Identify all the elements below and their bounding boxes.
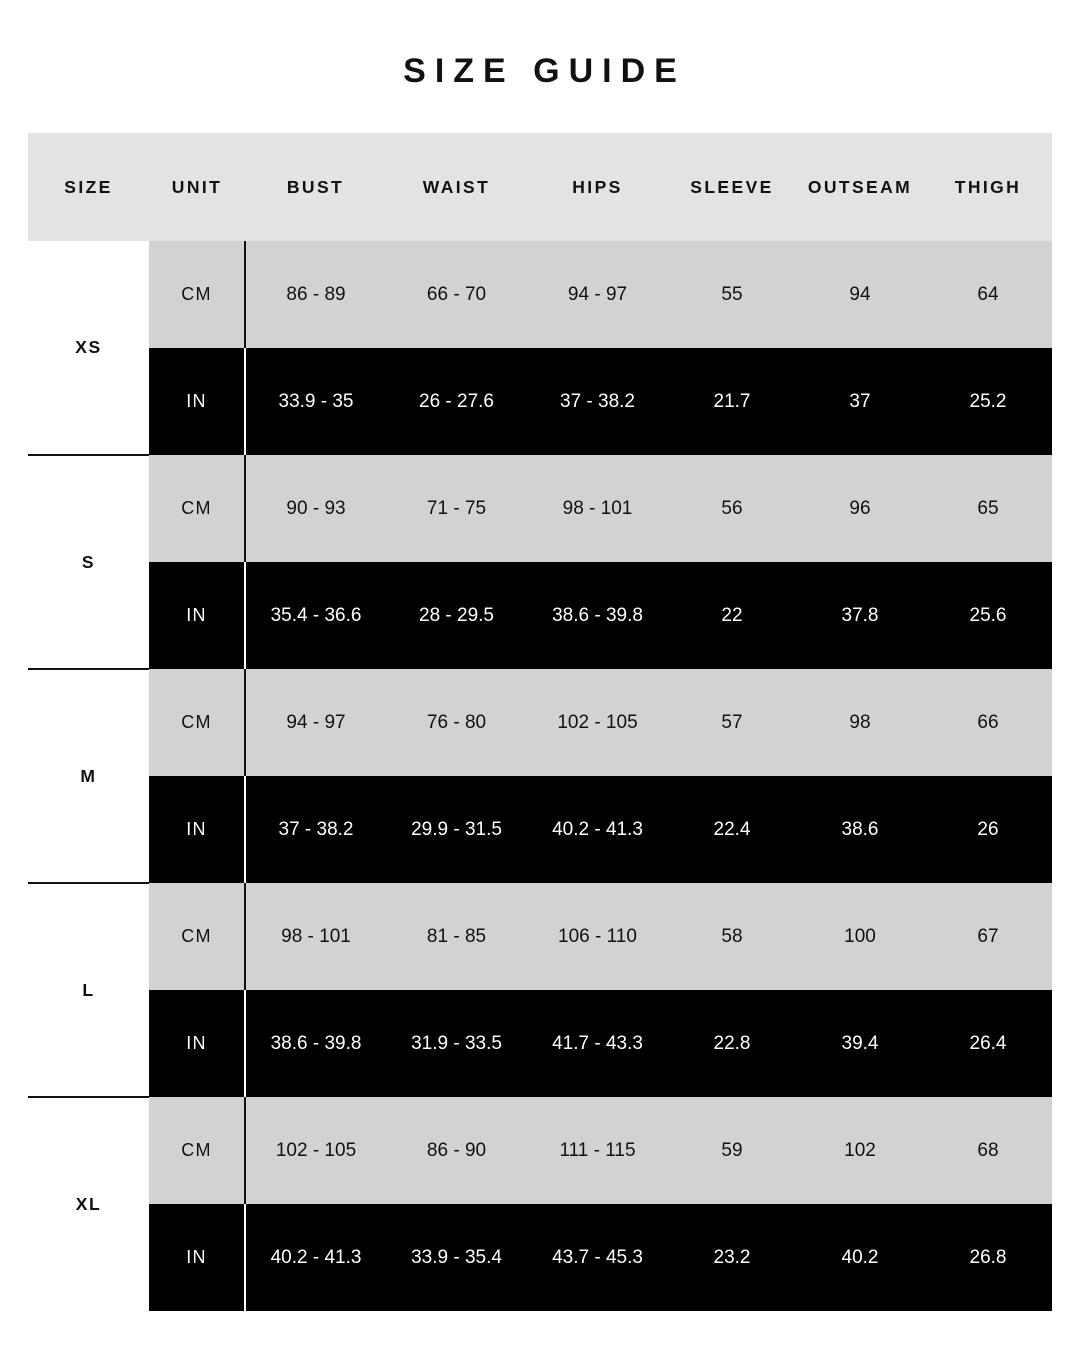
unit-cell: IN <box>149 990 245 1097</box>
size-label-s: S <box>28 455 149 669</box>
sleeve-cell: 55 <box>668 241 796 348</box>
unit-cell: CM <box>149 1097 245 1204</box>
thigh-cell: 67 <box>924 883 1052 990</box>
column-header-sleeve: SLEEVE <box>668 133 796 241</box>
sleeve-cell: 22.4 <box>668 776 796 883</box>
bust-cell: 35.4 - 36.6 <box>245 562 386 669</box>
page-title: SIZE GUIDE <box>403 52 686 90</box>
unit-cell: IN <box>149 776 245 883</box>
table-body <box>28 241 1052 1311</box>
column-header-outseam: OUTSEAM <box>796 133 924 241</box>
table-row <box>28 1204 1052 1311</box>
outseam-cell: 38.6 <box>796 776 924 883</box>
waist-cell: 66 - 70 <box>386 241 527 348</box>
waist-cell: 26 - 27.6 <box>386 348 527 455</box>
bust-cell: 38.6 - 39.8 <box>245 990 386 1097</box>
table-header <box>28 133 1052 241</box>
outseam-cell: 100 <box>796 883 924 990</box>
hips-cell: 43.7 - 45.3 <box>527 1204 668 1311</box>
size-label-xl: XL <box>28 1097 149 1311</box>
waist-cell: 29.9 - 31.5 <box>386 776 527 883</box>
size-table-container <box>28 133 1052 1311</box>
hips-cell: 98 - 101 <box>527 455 668 562</box>
size-label-l: L <box>28 883 149 1097</box>
waist-cell: 31.9 - 33.5 <box>386 990 527 1097</box>
waist-cell: 86 - 90 <box>386 1097 527 1204</box>
unit-cell: IN <box>149 348 245 455</box>
waist-cell: 33.9 - 35.4 <box>386 1204 527 1311</box>
outseam-cell: 37 <box>796 348 924 455</box>
sleeve-cell: 58 <box>668 883 796 990</box>
sleeve-cell: 22 <box>668 562 796 669</box>
bust-cell: 90 - 93 <box>245 455 386 562</box>
unit-cell: CM <box>149 455 245 562</box>
unit-cell: CM <box>149 883 245 990</box>
column-header-bust: BUST <box>245 133 386 241</box>
bust-cell: 94 - 97 <box>245 669 386 776</box>
bust-cell: 37 - 38.2 <box>245 776 386 883</box>
sleeve-cell: 57 <box>668 669 796 776</box>
hips-cell: 38.6 - 39.8 <box>527 562 668 669</box>
column-header-waist: WAIST <box>386 133 527 241</box>
hips-cell: 102 - 105 <box>527 669 668 776</box>
table-row <box>28 455 1052 562</box>
sleeve-cell: 56 <box>668 455 796 562</box>
bust-cell: 86 - 89 <box>245 241 386 348</box>
unit-cell: IN <box>149 1204 245 1311</box>
hips-cell: 40.2 - 41.3 <box>527 776 668 883</box>
column-header-size: SIZE <box>28 133 149 241</box>
size-guide-table <box>28 133 1052 1311</box>
column-header-hips: HIPS <box>527 133 668 241</box>
outseam-cell: 102 <box>796 1097 924 1204</box>
thigh-cell: 26 <box>924 776 1052 883</box>
hips-cell: 111 - 115 <box>527 1097 668 1204</box>
thigh-cell: 65 <box>924 455 1052 562</box>
thigh-cell: 25.2 <box>924 348 1052 455</box>
waist-cell: 28 - 29.5 <box>386 562 527 669</box>
size-label-xs: XS <box>28 241 149 455</box>
sleeve-cell: 21.7 <box>668 348 796 455</box>
column-header-thigh: THIGH <box>924 133 1052 241</box>
table-row <box>28 562 1052 669</box>
outseam-cell: 37.8 <box>796 562 924 669</box>
thigh-cell: 25.6 <box>924 562 1052 669</box>
hips-cell: 94 - 97 <box>527 241 668 348</box>
waist-cell: 71 - 75 <box>386 455 527 562</box>
outseam-cell: 94 <box>796 241 924 348</box>
waist-cell: 76 - 80 <box>386 669 527 776</box>
sleeve-cell: 23.2 <box>668 1204 796 1311</box>
bust-cell: 33.9 - 35 <box>245 348 386 455</box>
table-row <box>28 990 1052 1097</box>
sleeve-cell: 59 <box>668 1097 796 1204</box>
thigh-cell: 26.4 <box>924 990 1052 1097</box>
thigh-cell: 64 <box>924 241 1052 348</box>
hips-cell: 106 - 110 <box>527 883 668 990</box>
hips-cell: 41.7 - 43.3 <box>527 990 668 1097</box>
waist-cell: 81 - 85 <box>386 883 527 990</box>
unit-cell: CM <box>149 669 245 776</box>
hips-cell: 37 - 38.2 <box>527 348 668 455</box>
outseam-cell: 98 <box>796 669 924 776</box>
thigh-cell: 68 <box>924 1097 1052 1204</box>
table-row <box>28 776 1052 883</box>
bust-cell: 40.2 - 41.3 <box>245 1204 386 1311</box>
table-row <box>28 669 1052 776</box>
table-row <box>28 348 1052 455</box>
header-row <box>28 133 1052 241</box>
table-row <box>28 241 1052 348</box>
thigh-cell: 66 <box>924 669 1052 776</box>
thigh-cell: 26.8 <box>924 1204 1052 1311</box>
size-label-m: M <box>28 669 149 883</box>
bust-cell: 98 - 101 <box>245 883 386 990</box>
column-header-unit: UNIT <box>149 133 245 241</box>
table-row <box>28 883 1052 990</box>
sleeve-cell: 22.8 <box>668 990 796 1097</box>
outseam-cell: 39.4 <box>796 990 924 1097</box>
outseam-cell: 96 <box>796 455 924 562</box>
table-row <box>28 1097 1052 1204</box>
unit-cell: IN <box>149 562 245 669</box>
unit-cell: CM <box>149 241 245 348</box>
bust-cell: 102 - 105 <box>245 1097 386 1204</box>
outseam-cell: 40.2 <box>796 1204 924 1311</box>
